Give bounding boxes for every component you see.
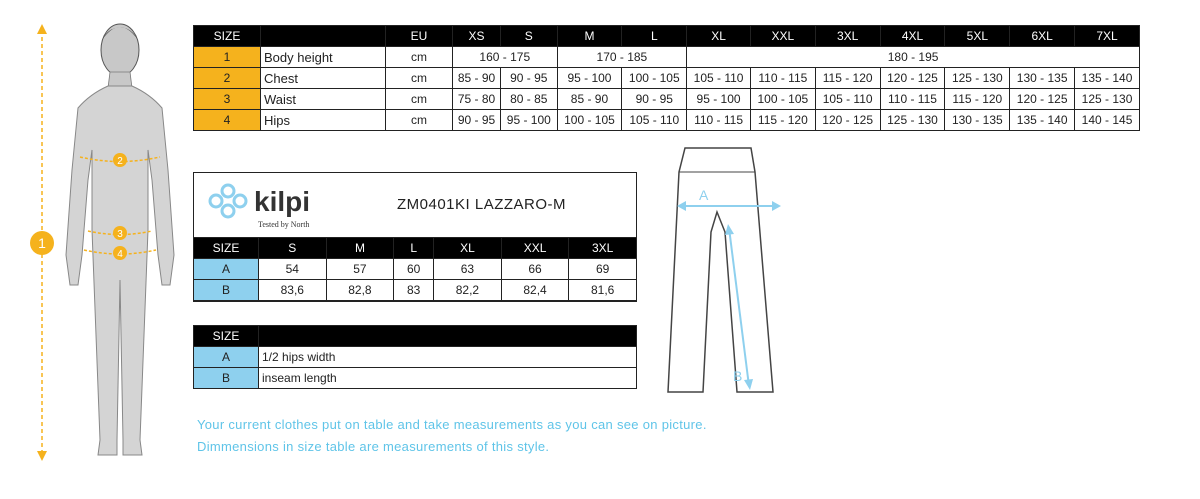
row-description: inseam length (259, 368, 637, 389)
header-cell: EU (386, 26, 453, 47)
header-cell: S (259, 238, 327, 259)
pants-label-b: B (733, 368, 743, 384)
header-cell: 5XL (945, 26, 1010, 47)
row-description: 1/2 hips width (259, 347, 637, 368)
header-cell: SIZE (194, 238, 259, 259)
table-cell: 115 - 120 (815, 68, 880, 89)
table-cell: 54 (259, 259, 327, 280)
table-cell: 120 - 125 (1010, 89, 1075, 110)
row-unit: cm (386, 89, 453, 110)
table-row (194, 110, 1140, 131)
header-cell: 3XL (815, 26, 880, 47)
table-cell: 90 - 95 (622, 89, 687, 110)
chest-marker-label: 2 (117, 156, 123, 167)
table-cell: 100 - 105 (750, 89, 815, 110)
row-unit: cm (386, 110, 453, 131)
table-header-row (194, 326, 637, 347)
header-cell (259, 326, 637, 347)
brand-tagline: Tested by North (258, 220, 310, 229)
row-label: Body height (261, 47, 386, 68)
table-cell: 135 - 140 (1010, 110, 1075, 131)
table-row (194, 368, 637, 389)
table-row (194, 47, 1140, 68)
header-cell: XL (434, 238, 502, 259)
table-cell: 60 (394, 259, 434, 280)
table-cell: 63 (434, 259, 502, 280)
table-cell: 135 - 140 (1075, 68, 1140, 89)
product-size-table (193, 237, 637, 301)
table-row (194, 89, 1140, 110)
header-cell: XL (687, 26, 751, 47)
table-cell: 75 - 80 (453, 89, 501, 110)
table-cell: 180 - 195 (687, 47, 1140, 68)
table-cell: 170 - 185 (557, 47, 687, 68)
table-row (194, 347, 637, 368)
table-cell: 110 - 115 (750, 68, 815, 89)
table-cell: 105 - 110 (815, 89, 880, 110)
table-cell: 95 - 100 (501, 110, 557, 131)
row-label: Chest (261, 68, 386, 89)
table-cell: 82,4 (501, 280, 569, 301)
table-cell: 120 - 125 (880, 68, 945, 89)
table-cell: 57 (326, 259, 394, 280)
hips-marker-label: 4 (117, 249, 123, 260)
header-cell: 4XL (880, 26, 945, 47)
header-cell: L (622, 26, 687, 47)
product-code: ZM0401KI LAZZARO-M (397, 196, 567, 213)
table-cell: 125 - 130 (880, 110, 945, 131)
row-unit: cm (386, 47, 453, 68)
table-cell: 85 - 90 (557, 89, 622, 110)
table-cell: 85 - 90 (453, 68, 501, 89)
table-cell: 82,2 (434, 280, 502, 301)
header-cell: L (394, 238, 434, 259)
row-number: 2 (194, 68, 261, 89)
product-size-panel (193, 172, 637, 302)
table-cell: 125 - 130 (945, 68, 1010, 89)
table-cell: 125 - 130 (1075, 89, 1140, 110)
header-cell (261, 26, 386, 47)
table-cell: 130 - 135 (945, 110, 1010, 131)
body-measurement-figure (0, 0, 180, 499)
header-cell: M (326, 238, 394, 259)
table-cell: 69 (569, 259, 637, 280)
measurement-legend-table (193, 325, 637, 389)
header-cell: 7XL (1075, 26, 1140, 47)
header-cell: XXL (750, 26, 815, 47)
table-cell: 83,6 (259, 280, 327, 301)
header-cell: M (557, 26, 622, 47)
header-cell: S (501, 26, 557, 47)
height-marker-label: 1 (38, 235, 46, 251)
row-number: 1 (194, 47, 261, 68)
table-row (194, 259, 637, 280)
row-label: A (194, 347, 259, 368)
table-cell: 110 - 115 (880, 89, 945, 110)
table-cell: 80 - 85 (501, 89, 557, 110)
table-cell: 83 (394, 280, 434, 301)
row-label: Hips (261, 110, 386, 131)
table-cell: 130 - 135 (1010, 68, 1075, 89)
table-cell: 160 - 175 (453, 47, 558, 68)
table-cell: 120 - 125 (815, 110, 880, 131)
table-row (194, 280, 637, 301)
header-cell: 3XL (569, 238, 637, 259)
instruction-note: Your current clothes put on table and take measurements as you can see on picture. (197, 417, 707, 432)
table-cell: 90 - 95 (501, 68, 557, 89)
table-cell: 90 - 95 (453, 110, 501, 131)
table-cell: 110 - 115 (687, 110, 751, 131)
row-label: B (194, 368, 259, 389)
brand-name: kilpi (254, 186, 311, 217)
row-label: A (194, 259, 259, 280)
table-header-row (194, 26, 1140, 47)
row-label: Waist (261, 89, 386, 110)
pants-label-a: A (699, 187, 709, 203)
table-cell: 95 - 100 (557, 68, 622, 89)
body-size-table (193, 25, 1140, 131)
row-unit: cm (386, 68, 453, 89)
table-row (194, 68, 1140, 89)
table-cell: 105 - 110 (622, 110, 687, 131)
table-header-row (194, 238, 637, 259)
row-number: 4 (194, 110, 261, 131)
header-cell: SIZE (194, 326, 259, 347)
table-cell: 95 - 100 (687, 89, 751, 110)
row-label: B (194, 280, 259, 301)
table-cell: 100 - 105 (622, 68, 687, 89)
header-cell: 6XL (1010, 26, 1075, 47)
waist-marker-label: 3 (117, 229, 123, 240)
kilpi-logo (202, 177, 352, 235)
table-cell: 66 (501, 259, 569, 280)
header-cell: SIZE (194, 26, 261, 47)
table-cell: 115 - 120 (750, 110, 815, 131)
row-number: 3 (194, 89, 261, 110)
table-cell: 100 - 105 (557, 110, 622, 131)
pants-measurement-figure (665, 142, 795, 402)
table-cell: 115 - 120 (945, 89, 1010, 110)
header-cell: XS (453, 26, 501, 47)
instruction-note: Dimmensions in size table are measurements of this style. (197, 439, 550, 454)
table-cell: 140 - 145 (1075, 110, 1140, 131)
table-cell: 82,8 (326, 280, 394, 301)
table-cell: 105 - 110 (687, 68, 751, 89)
header-cell: XXL (501, 238, 569, 259)
table-cell: 81,6 (569, 280, 637, 301)
